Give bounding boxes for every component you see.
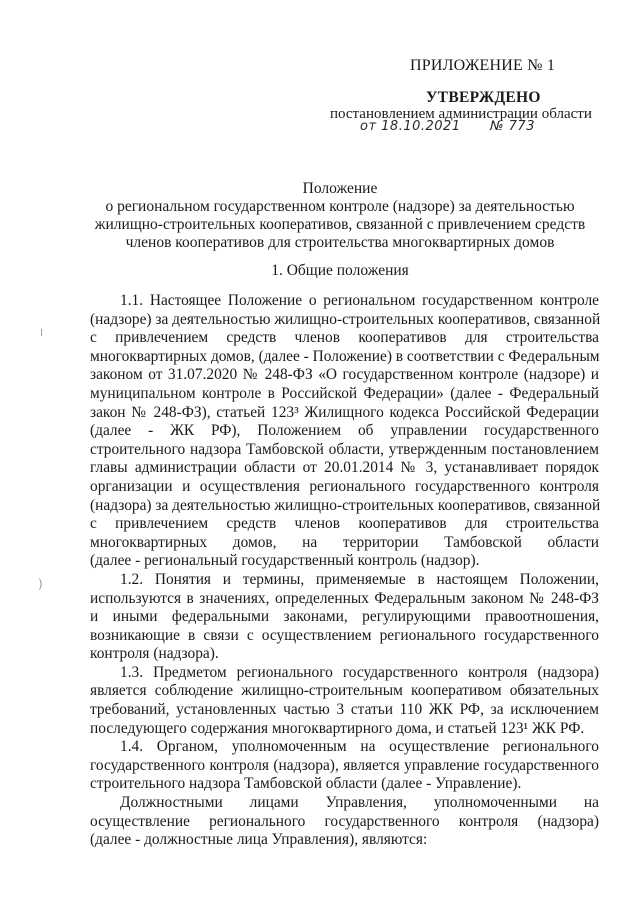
text-line: осуществление регионального государственного контроля (надзора) [90,812,599,830]
text-line: контроля (надзора). [90,645,219,663]
handwritten-number: № 773 [490,119,535,134]
text-line: многоквартирных домов, на территории Тамбовской области [90,533,599,551]
text-line: (надзоре) за деятельностью жилищно-строительных кооперативов, связанной [90,310,601,328]
text-line: строительного надзора Тамбовской области (далее - Управление). [90,775,522,793]
paragraph-1-3 [90,664,599,738]
text-line: 1.3. Предметом регионального государственного контроля (надзора) [120,663,599,681]
text-line: является соблюдение жилищно-строительным кооперативом обязательных [90,682,599,700]
approved-stamp-label: УТВЕРЖДЕНО [426,89,541,106]
paragraph-1-1 [90,292,599,571]
text-line: законом от 31.07.2020 № 248-ФЗ «О государственном контроле (надзоре) и [90,366,599,384]
text-line: 1.2. Понятия и термины, применяемые в настоящем Положении, [120,570,599,588]
title-line: Положение [302,180,378,197]
title-line: жилищно-строительных кооперативов, связанной с привлечением средств [94,216,586,233]
text-line: муниципальном контроле в Российской Федерации» (далее - Федеральный [90,384,599,402]
paragraph-1-5 [90,794,599,850]
text-line: последующего содержания многоквартирного дома, и статьей 123¹ ЖК РФ. [90,719,585,737]
text-line: используются в значениях, определенных Федеральным законом № 248-ФЗ [90,589,599,607]
document-title [80,180,600,252]
text-line: (далее - ЖК РФ), Положением об управлении государственного [90,422,599,440]
appendix-label: ПРИЛОЖЕНИЕ № 1 [410,57,556,74]
text-line: организации и осуществления регионального государственного контроля [90,477,599,495]
text-line: строительного надзора Тамбовской области, утвержденным постановлением [90,440,599,458]
text-line: (далее - должностные лица Управления), являются: [90,831,428,849]
decree-line: постановлением администрации области [330,106,592,122]
text-line: требований, установленных частью 3 статьи 110 ЖК РФ, за исключением [90,701,599,719]
title-line: о региональном государственном контроле (надзоре) за деятельностью [105,198,575,215]
text-line: с привлечением средств членов кооперативов для строительства [90,329,599,347]
paragraph-1-2 [90,571,599,664]
text-line: Должностными лицами Управления, уполномоченными на [120,794,599,812]
text-line: (далее - региональный государственный контроль (надзор). [90,552,480,570]
paragraph-1-4 [90,738,599,794]
text-line: 1.1. Настоящее Положение о региональном государственном контроле [120,292,599,309]
text-line: 1.4. Органом, уполномоченным на осуществление регионального [120,738,599,756]
text-line: многоквартирных домов, (далее - Положение) в соответствии с Федеральным [90,347,600,365]
text-line: главы администрации области от 20.01.2014 № 3, устанавливает порядок [90,459,599,477]
title-line: членов кооперативов для строительства многоквартирных домов [125,234,555,251]
text-line: с привлечением средств членов кооперативов для строительства [90,515,599,533]
text-line: закон № 248-ФЗ), статьей 123³ Жилищного кодекса Российской Федерации [90,403,599,421]
text-line: (надзора) за деятельностью жилищно-строительных кооперативов, связанной [90,496,601,514]
text-line: государственного контроля (надзора), является управление государственного [90,756,599,774]
text-line: возникающие в связи с осуществлением регионального государственного [90,626,599,644]
handwritten-date-number [360,118,535,136]
handwritten-date: от 18.10.2021 [360,119,461,134]
document-body [90,292,599,850]
scan-margin-mark: ╷ [38,322,46,336]
section-heading: 1. Общие положения [271,262,409,279]
scan-margin-mark: ) [38,577,43,591]
text-line: и иными федеральными законами, регулирующими правоотношения, [90,608,599,626]
